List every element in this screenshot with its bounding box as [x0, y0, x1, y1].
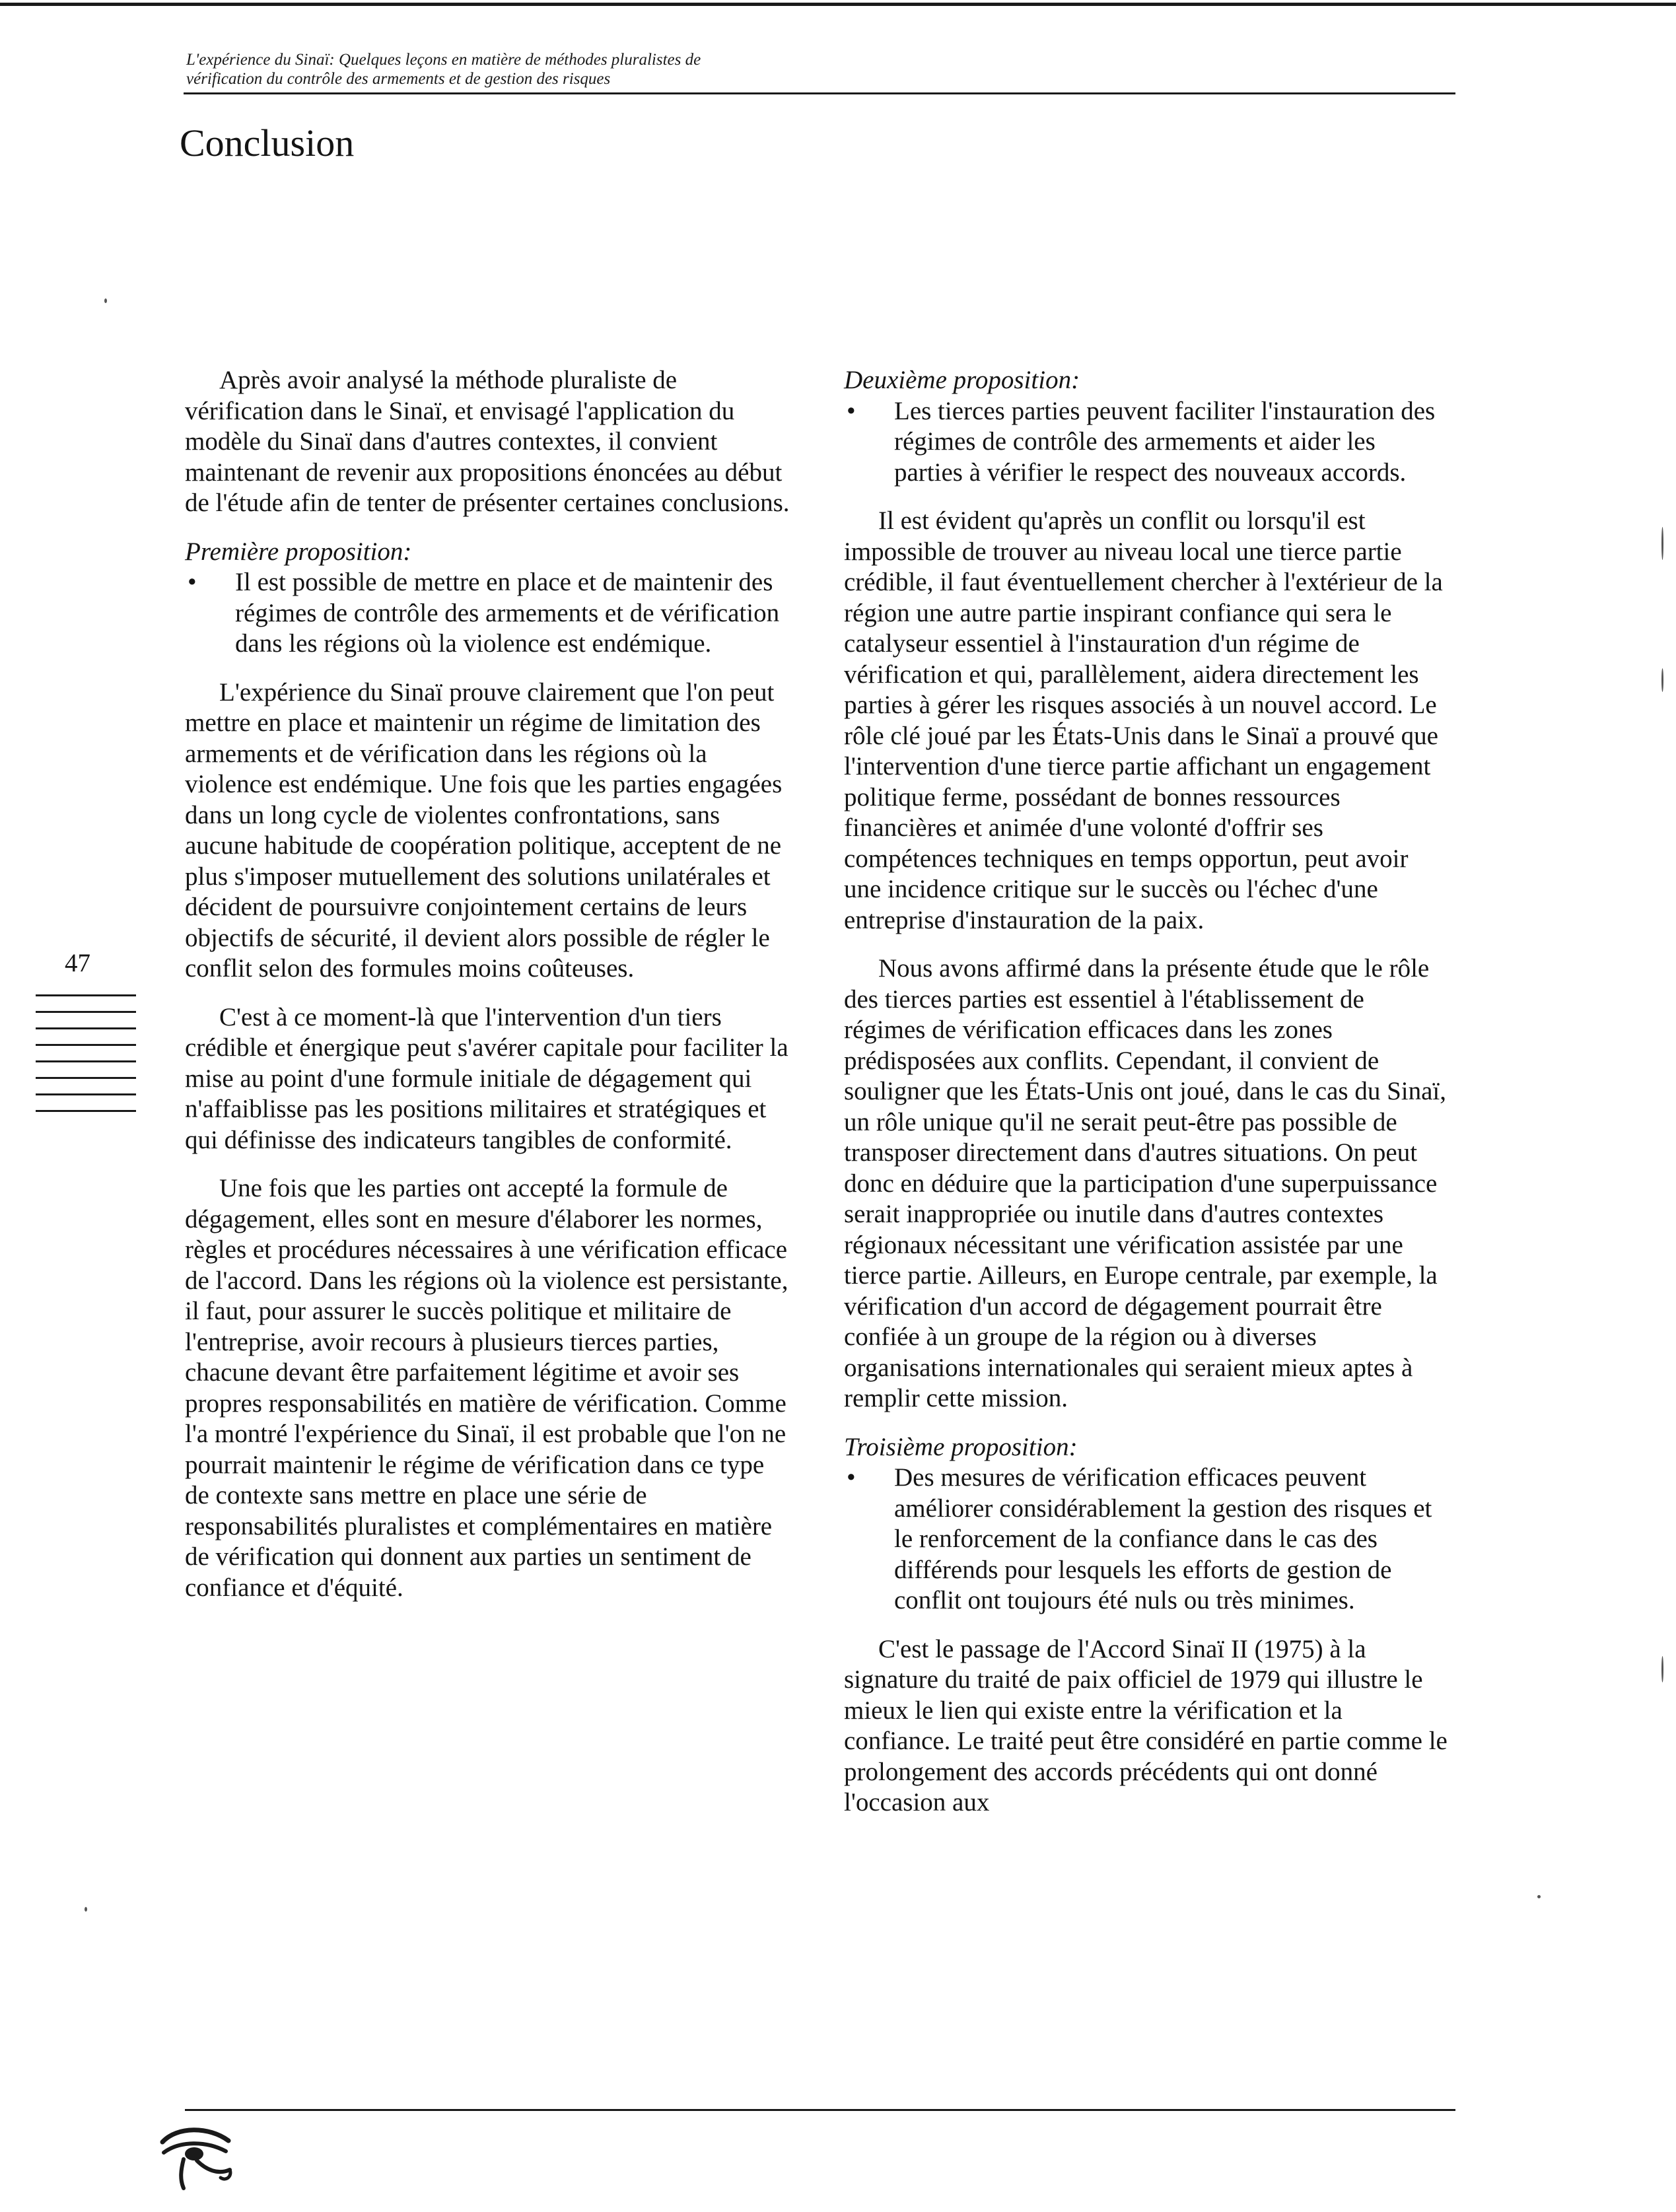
running-header-line-1: L'expérience du Sinaï: Quelques leçons en matière de méthodes pluralistes de	[186, 51, 701, 69]
proposition-1-label: Première proposition:	[185, 537, 412, 566]
paragraph-6: Nous avons affirmé dans la présente étude que le rôle des tierces parties est essentiel à l'établissement de régimes de vérification efficaces dans les zones prédisposées aux conflits. Cependant, il convient de souligner que les États-Unis ont joué, dans le cas du Sinaï, un rôle unique qu'il ne serait peut-être pas possible de transposer directement dans d'autres situations. On peut donc en déduire que la participation d'une superpuissance serait inappropriée ou inutile dans d'autres contextes régionaux nécessitant une vérification assistée par une tierce partie. Ailleurs, en Europe centrale, par exemple, la vérification d'un accord de dégagement pourrait être confiée à un groupe de la région ou à diverses organisations internationales qui seraient mieux aptes à remplir cette mission.	[844, 954, 1447, 1412]
paragraph-2: L'expérience du Sinaï prouve clairement que l'on peut mettre en place et maintenir un régime de limitation des armements et de vérification dans les régions où la violence est endémique. Une fois que les parties engagées dans un long cycle de violentes confrontations, sans aucune habitude de coopération politique, acceptent de ne plus s'imposer mutuellement des solutions unilatérales et décident de poursuivre conjointement certains de leurs objectifs de sécurité, il devient alors possible de régler le conflit selon des formules moins coûteuses.	[185, 677, 783, 983]
eye-of-horus-logo-icon	[157, 2121, 236, 2194]
scan-speck	[1661, 1656, 1663, 1682]
margin-line	[36, 1110, 136, 1112]
margin-line	[36, 1044, 136, 1046]
running-header	[186, 50, 1441, 88]
page-number: 47	[65, 949, 90, 977]
proposition-2-label: Deuxième proposition:	[844, 366, 1080, 394]
proposition-2-text: Les tierces parties peuvent faciliter l'instauration des régimes de contrôle des armements et aider les parties à vérifier le respect des nouveaux accords.	[894, 396, 1436, 487]
scan-speck	[1661, 527, 1663, 560]
margin-line	[36, 1077, 136, 1079]
right-column	[844, 365, 1448, 1836]
scan-speck	[1661, 668, 1663, 692]
bullet-icon: •	[847, 1463, 856, 1492]
bullet-icon: •	[188, 568, 197, 596]
paragraph-intro: Après avoir analysé la méthode pluraliste de vérification dans le Sinaï, et envisagé l'application du modèle du Sinaï dans d'autres contextes, il convient maintenant de revenir aux propositions énoncées au début de l'étude afin de tenter de présenter certaines conclusions.	[185, 366, 790, 517]
footer-rule	[185, 2109, 1455, 2111]
paragraph-3: C'est à ce moment-là que l'intervention d'un tiers crédible et énergique peut s'avérer capitale pour faciliter la mise au point d'une formule initiale de dégagement qui n'affaiblisse pas les positions militaires et stratégiques et qui définisse des indicateurs tangibles de conformité.	[185, 1002, 788, 1154]
margin-line	[36, 1060, 136, 1062]
proposition-2-bullet	[844, 396, 1448, 489]
margin-line	[36, 1011, 136, 1013]
proposition-1-bullet	[185, 567, 792, 660]
proposition-3-bullet	[844, 1463, 1448, 1616]
margin-line	[36, 994, 136, 996]
left-column	[185, 365, 792, 1621]
paragraph-4: Une fois que les parties ont accepté la formule de dégagement, elles sont en mesure d'élaborer les normes, règles et procédures nécessaires à une vérification efficace de l'accord. Dans les régions où la violence est persistante, il faut, pour assurer le succès politique et militaire de l'entreprise, avoir recours à plusieurs tierces parties, chacune devant être parfaitement légitime et avoir ses propres responsabilités en matière de vérification. Comme l'a montré l'expérience du Sinaï, il est probable que l'on ne pourrait maintenir le régime de vérification dans ce type de contexte sans mettre en place une série de responsabilités pluralistes et complémentaires en matière de vérification qui donnent aux parties un sentiment de confiance et d'équité.	[185, 1174, 788, 1602]
margin-line	[36, 1093, 136, 1095]
header-rule	[184, 92, 1455, 94]
margin-decoration-lines	[36, 994, 136, 1126]
proposition-1-text: Il est possible de mettre en place et de maintenir des régimes de contrôle des armements et de vérification dans les régions où la violence est endémique.	[235, 568, 780, 658]
paragraph-5: Il est évident qu'après un conflit ou lorsqu'il est impossible de trouver au niveau local une tierce partie crédible, il faut éventuellement chercher à l'extérieur de la région une autre partie inspirant confiance qui sera le catalyseur essentiel à l'instauration d'un régime de vérification et qui, parallèlement, aidera directement les parties à gérer les risques associés à un nouvel accord. Le rôle clé joué par les États-Unis dans le Sinaï a prouvé que l'intervention d'une tierce partie affichant un engagement politique ferme, possédant de bonnes ressources financières et animée d'une volonté d'offrir ses compétences techniques en temps opportun, peut avoir une incidence critique sur le succès ou l'échec d'une entreprise d'instauration de la paix.	[844, 506, 1443, 934]
running-header-line-2: vérification du contrôle des armements et de gestion des risques	[186, 70, 611, 88]
paragraph-7: C'est le passage de l'Accord Sinaï II (1975) à la signature du traité de paix officiel de 1979 qui illustre le mieux le lien qui existe entre la vérification et la confiance. Le traité peut être considéré en partie comme le prolongement des accords précédents qui ont donné l'occasion aux	[844, 1634, 1448, 1816]
scan-speck	[1537, 1895, 1541, 1898]
margin-line	[36, 1027, 136, 1029]
scan-speck	[85, 1907, 87, 1912]
proposition-3-label: Troisième proposition:	[844, 1432, 1078, 1461]
section-title: Conclusion	[180, 121, 355, 164]
bullet-icon: •	[847, 396, 856, 425]
top-page-rule	[0, 3, 1676, 6]
proposition-3-text: Des mesures de vérification efficaces peuvent améliorer considérablement la gestion des risques et le renforcement de la confiance dans le cas des différends pour lesquels les efforts de gestion de conflit ont toujours été nuls ou très minimes.	[894, 1463, 1432, 1614]
scan-speck	[104, 298, 107, 303]
